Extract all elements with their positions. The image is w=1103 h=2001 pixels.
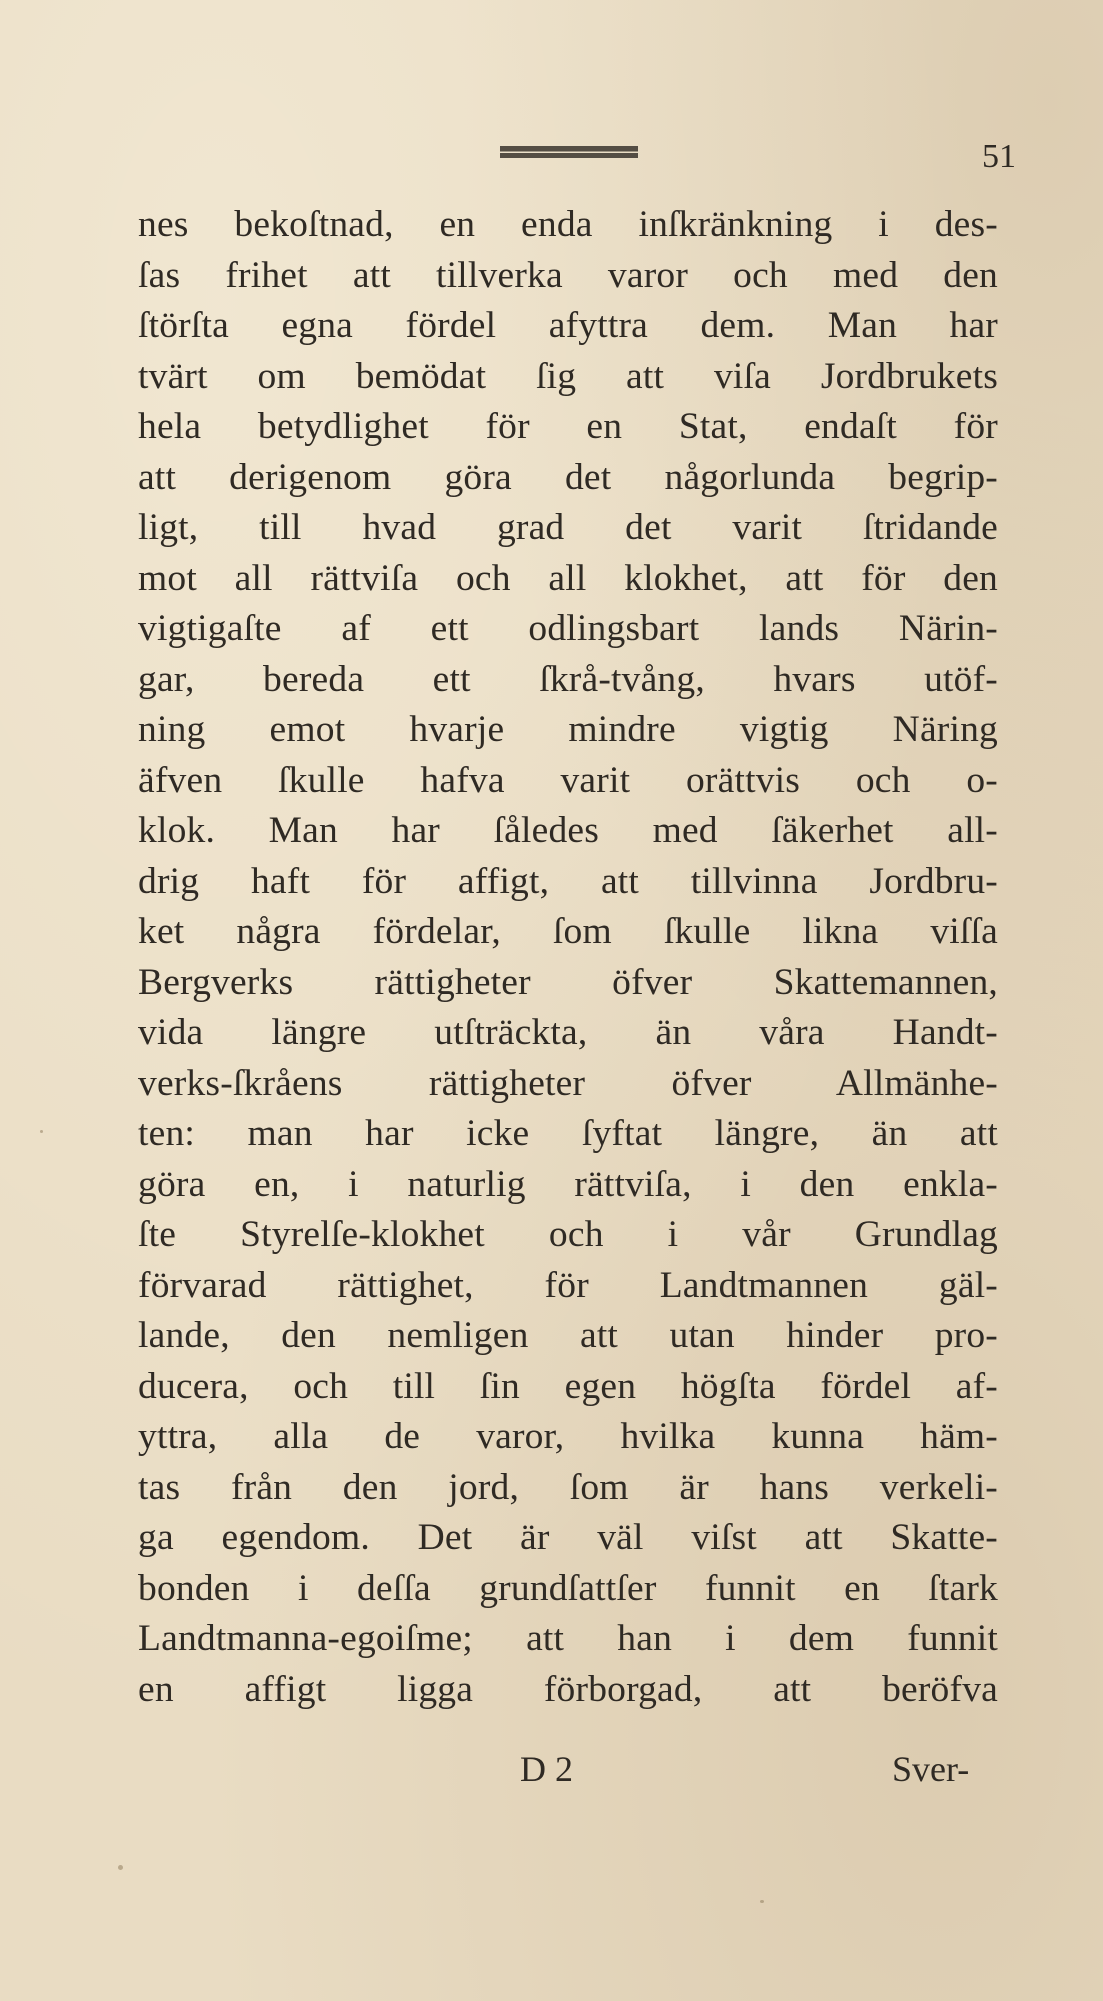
text-line: en affigt ligga förborgad, att beröfva [138, 1668, 998, 1710]
text-line: att derigenom göra det någorlunda begrip- [138, 456, 998, 498]
text-line: nes bekoſtnad, en enda inſkränkning i des- [138, 204, 998, 245]
text-line: Landtmanna-egoiſme; att han i dem funnit [138, 1618, 998, 1659]
text-line: tvärt om bemödat ſig att viſa Jordbrukets [138, 355, 998, 397]
text-line: ning emot hvarje mindre vigtig Näring [138, 709, 998, 750]
paper-speck [40, 1130, 43, 1133]
text-line: ſte Styrelſe-klokhet och i vår Grundlag [138, 1214, 998, 1255]
text-line: ſtörſta egna fördel afyttra dem. Man har [138, 305, 998, 346]
text-line: gar, bereda ett ſkrå-tvång, hvars utöf- [138, 658, 998, 700]
text-line: äfven ſkulle hafva varit orättvis och o- [138, 759, 998, 801]
text-line: lande, den nemligen att utan hinder pro- [138, 1315, 998, 1356]
text-line: ten: man har icke ſyftat längre, än att [138, 1113, 998, 1154]
text-line: göra en, i naturlig rättviſa, i den enkla- [138, 1163, 998, 1205]
text-line: drig haft för affigt, att tillvinna Jordbru- [138, 860, 998, 902]
text-line: Bergverks rättigheter öfver Skattemannen, [138, 961, 998, 1003]
text-line: mot all rättviſa och all klokhet, att för den [138, 557, 998, 599]
text-line: ket några fördelar, ſom ſkulle likna viſſa [138, 911, 998, 952]
catchword: Sver- [892, 1749, 970, 1789]
body-text [138, 200, 998, 1715]
text-line: hela betydlighet för en Stat, endaſt för [138, 406, 998, 447]
text-line: ligt, till hvad grad det varit ſtridande [138, 507, 998, 548]
text-line: bonden i deſſa grundſattſer funnit en ſtark [138, 1567, 998, 1609]
paper-speck [118, 1865, 123, 1870]
text-line: verks-ſkråens rättigheter öfver Allmänhe- [138, 1062, 998, 1104]
text-line: ga egendom. Det är väl viſst att Skatte- [138, 1517, 998, 1558]
text-line: ſas frihet att tillverka varor och med den [138, 254, 998, 296]
header-rule [500, 146, 638, 158]
signature-mark: D 2 [520, 1749, 573, 1789]
paper-speck [760, 1900, 764, 1903]
text-line: yttra, alla de varor, hvilka kunna häm- [138, 1416, 998, 1457]
page-number: 51 [982, 138, 1016, 175]
text-line: klok. Man har ſåledes med ſäkerhet all- [138, 810, 998, 851]
text-line: tas från den jord, ſom är hans verkeli- [138, 1466, 998, 1508]
text-line: vigtigaſte af ett odlingsbart lands Närin- [138, 608, 998, 649]
text-line: förvarad rättighet, för Landtmannen gäl- [138, 1264, 998, 1306]
text-line: ducera, och till ſin egen högſta fördel af- [138, 1365, 998, 1407]
text-line: vida längre utſträckta, än våra Handt- [138, 1012, 998, 1053]
